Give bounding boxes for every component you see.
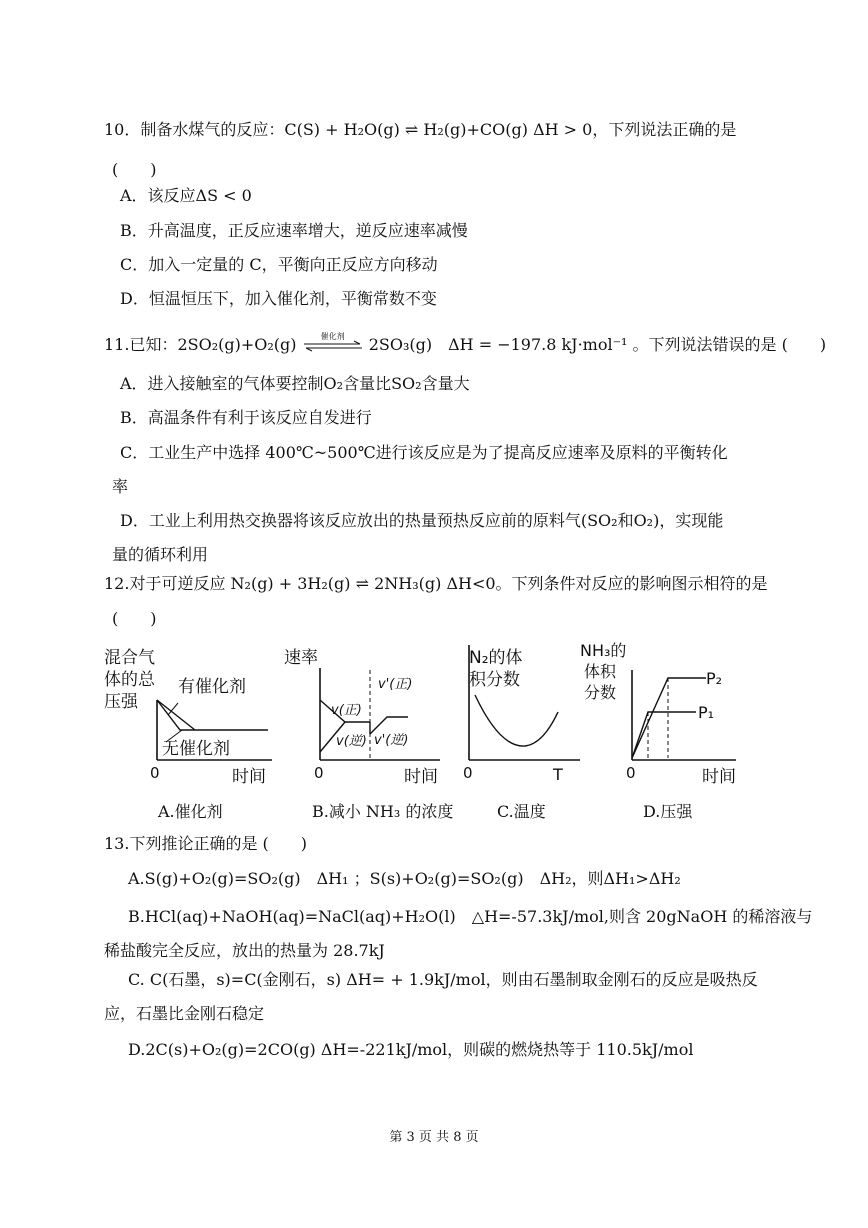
graph-d [578,640,748,794]
graph-a-ylabel-2: 体的总 [104,670,155,690]
q11-option-c-cont: 率 [112,477,129,496]
q10-option-c: C．加入一定量的 C，平衡向正反应方向移动 [120,255,438,274]
page-footer: 第 3 页 共 8 页 [389,1130,479,1145]
graph-a-ylabel-1: 混合气 [104,648,155,668]
graph-d-caption: D.压强 [643,802,693,821]
graph-b-label-v-reverse: v(逆) [336,734,367,749]
graph-a-ylabel-3: 压强 [104,692,138,712]
graph-c [455,640,595,794]
graph-d-ylabel-1: NH₃的 [580,641,627,660]
q11-option-b: B．高温条件有利于该反应自发进行 [120,408,372,427]
q11-option-a: A．进入接触室的气体要控制O₂含量比SO₂含量大 [120,374,470,393]
graph-a [100,640,280,794]
q11-stem-suffix: 2SO₃(g) ΔH = −197.8 kJ·mol⁻¹ 。下列说法错误的是 ( ) [368,335,827,354]
graph-c-ylabel-1: N₂的体 [469,648,523,668]
graph-d-label-p2: P₂ [706,669,723,688]
q13-stem: 13.下列推论正确的是 ( ) [104,834,308,853]
graph-c-origin: 0 [463,764,473,782]
graph-b-xlabel: 时间 [404,767,438,787]
graph-d-xlabel: 时间 [702,767,736,787]
graph-b-label-v-forward-new: v'(正) [378,677,413,692]
graph-b-ylabel: 速率 [284,648,318,668]
q13-option-b: B.HCl(aq)+NaOH(aq)=NaCl(aq)+H₂O(l) △H=-57.3kJ/mol,则含 20gNaOH 的稀溶液与 [128,907,813,926]
graph-c-caption: C.温度 [497,802,546,821]
graph-b-label-v-forward: v(正) [331,703,362,718]
q10-paren: ( ) [112,160,157,179]
graph-d-curve-p2 [632,678,706,758]
catalyst-equilibrium-arrow [302,332,364,355]
graph-a-origin: 0 [150,764,160,782]
q12-stem: 12.对于可逆反应 N₂(g) + 3H₂(g) ⇌ 2NH₃(g) ΔH<0。下列条件对反应的影响图示相符的是 [104,574,768,593]
graph-b-label-v-reverse-new: v'(逆) [374,733,409,748]
q11-stem-prefix: 11.已知：2SO₂(g)+O₂(g) [104,335,297,354]
q10-option-b: B．升高温度，正反应速率增大，逆反应速率减慢 [120,221,468,240]
q12-paren: ( ) [112,609,157,628]
graph-b-new-equilibrium [370,717,408,734]
graph-b-caption: B.减小 NH₃ 的浓度 [312,802,454,821]
q11-option-c: C．工业生产中选择 400℃~500℃进行该反应是为了提高反应速率及原料的平衡转化 [120,443,728,462]
catalyst-label: 催化剂 [320,332,345,341]
graph-d-ylabel-2: 体积 [584,662,617,681]
q11-option-d: D．工业上利用热交换器将该反应放出的热量预热反应前的原料气(SO₂和O₂)，实现能 [120,511,724,530]
graph-c-curve [475,695,558,746]
q11-option-d-cont: 量的循环利用 [112,545,209,564]
q13-option-d: D.2C(s)+O₂(g)=2CO(g) ΔH=-221kJ/mol，则碳的燃烧热等于 110.5kJ/mol [128,1040,694,1059]
graph-a-label-without-catalyst: 无催化剂 [162,739,230,759]
graph-d-origin: 0 [626,764,636,782]
q13-option-a: A.S(g)+O₂(g)=SO₂(g) ΔH₁ ；S(s)+O₂(g)=SO₂(g) ΔH₂，则ΔH₁>ΔH₂ [128,869,681,888]
q13-option-b-cont: 稀盐酸完全反应，放出的热量为 28.7kJ [104,941,385,960]
q10-option-d: D．恒温恒压下，加入催化剂，平衡常数不变 [120,289,437,308]
graph-c-ylabel-2: 积分数 [469,670,520,690]
q10-option-a: A．该反应ΔS < 0 [120,186,252,205]
graph-a-caption: A.催化剂 [158,802,223,821]
graph-c-xlabel: T [553,765,563,784]
graph-b [280,640,450,794]
graph-a-label-with-catalyst: 有催化剂 [178,677,246,697]
q13-option-c: C. C(石墨，s)=C(金刚石，s) ΔH= + 1.9kJ/mol，则由石墨制取金刚石的反应是吸热反 [128,970,758,989]
graph-d-label-p1: P₁ [698,703,715,722]
graph-d-ylabel-3: 分数 [584,683,617,702]
graph-a-curve-with-catalyst [157,700,268,730]
q10-stem: 10．制备水煤气的反应：C(S) + H₂O(g) ⇌ H₂(g)+CO(g) ΔH > 0，下列说法正确的是 [104,120,737,139]
graph-a-xlabel: 时间 [232,767,266,787]
q13-option-c-cont: 应，石墨比金刚石稳定 [104,1004,265,1023]
graph-b-origin: 0 [314,764,324,782]
q11-stem [104,332,827,355]
